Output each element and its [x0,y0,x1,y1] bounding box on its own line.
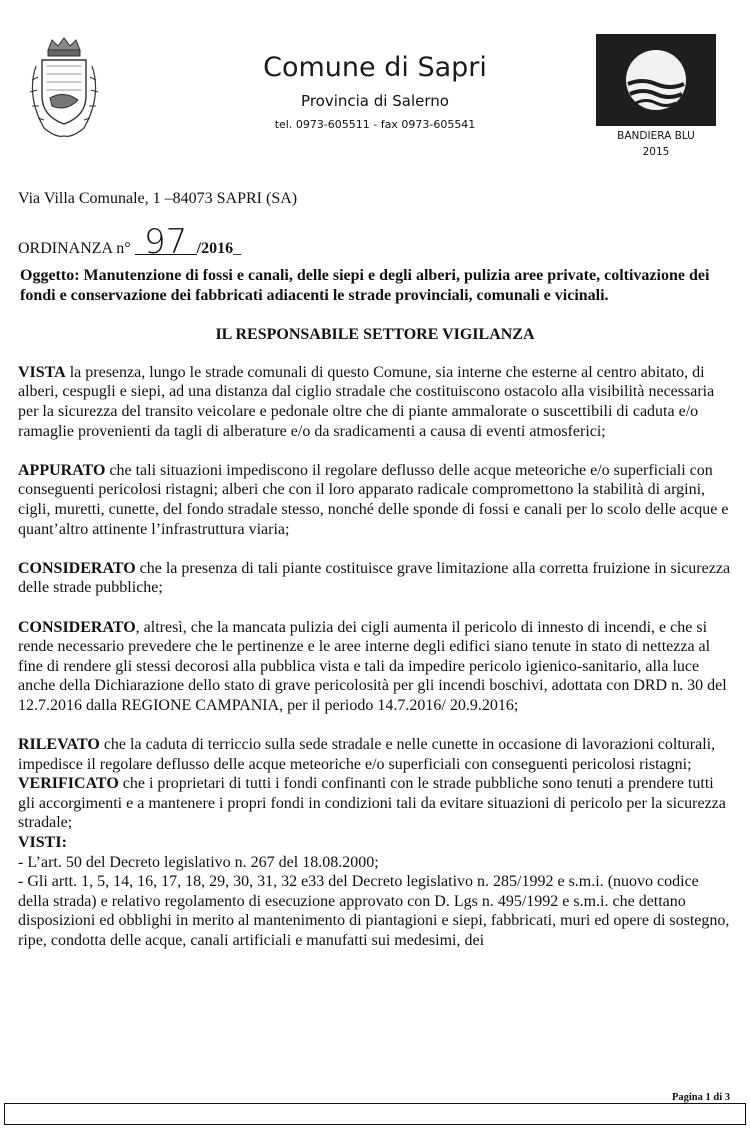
paragraph-appurato [18,461,732,539]
paragraph-considerato-2 [18,618,732,716]
paragraph-text: , altresì, che la mancata pulizia dei cigli aumenta il pericolo di innesto di incendi, e che si rende necessario prevedere che le pertinenze e le aree interne degli edifici siano tenute in stato di nettezza al fine di rendere gli stessi decorosi alla pubblica vista e tali da impedire pericolo igienico-sanitario, alla luce anche della Dichiarazione dello stato di grave pericolosità per gli incendi boschivi, adottata con DRD n. 30 del 12.7.2016 dalla REGIONE CAMPANIA, per il periodo 14.7.2016/ 20.9.2016; [18,618,727,714]
paragraph-rilevato [18,735,732,774]
visti-section [18,833,732,951]
subject-paragraph: Oggetto: Manutenzione di fossi e canali, delle siepi e degli alberi, pulizia aree private, coltivazione dei fondi e conservazione dei fabbricati adiacenti le strade provinciali, comunali e vicinali. [20,267,710,304]
visti-item: - Gli artt. 1, 5, 14, 16, 17, 18, 29, 30, 31, 32 e33 del Decreto legislativo n. 285/1992 e s.m.i. (nuovo codice della strada) e relativo regolamento di esecuzione approvato con D. Lgs n. 495/1992 e s.m.i. che dettano disposizioni ed obblighi in merito al mantenimento di piantagioni e siepi, fabbricati, muri ed opere di sostegno, ripe, condotta delle acque, canali artificiali e manufatti sui medesimi, dei [18,873,730,949]
blue-flag-label: BANDIERA BLU [617,130,695,142]
ordinance-number: 97 [135,230,197,255]
blue-flag-year: 2015 [642,146,670,158]
visti-heading: VISTI: [18,834,67,852]
paragraph-keyword: VISTA [18,363,66,381]
paragraph-verificato [18,774,732,833]
paragraph-vista [18,363,732,441]
visti-item: - L’art. 50 del Decreto legislativo n. 267 del 18.08.2000; [18,853,379,871]
ordinance-prefix: ORDINANZA n° [18,240,131,257]
blue-flag-logo-icon [596,34,716,126]
paragraph-text: che la caduta di terriccio sulla sede stradale e nelle cunette in occasione di lavorazioni colturali, impedisce il regolare deflusso delle acque meteoriche e/o superficiali con conseguenti pericolosi ristagni; [18,736,716,773]
province-label: Provincia di Salerno [301,92,449,110]
paragraph-text: la presenza, lungo le strade comunali di questo Comune, sia interne che esterne al centro abitato, di alberi, cespugli e siepi, ad una distanza dal ciglio stradale che costituiscono ostacolo alla visibilità necessaria per la sicurezza del transito veicolare e pedonale oltre che di piante ammalorate o suscettibili di caduta e/o ramaglie provenienti da tagli di alberature e/o da sradicamenti a causa di eventi atmosferici; [18,363,715,440]
paragraph-keyword: RILEVATO [18,736,100,754]
paragraph-considerato-1 [18,559,732,598]
municipal-crest-icon [22,36,106,144]
paragraph-keyword: VERIFICATO [18,775,119,793]
section-heading: IL RESPONSABILE SETTORE VIGILANZA [215,326,535,344]
paragraph-text: che i proprietari di tutti i fondi confinanti con le strade pubbliche sono tenuti a prendere tutti gli accorgimenti e a mantenere i propri fondi in condizioni tali da evitare situazioni di pericolo per la sicurezza stradale; [18,775,726,832]
paragraph-text: che tali situazioni impediscono il regolare deflusso delle acque meteoriche e/o superficiali con conseguenti pericolosi ristagni; alberi che con il loro apparato radicale compromettono la stabilità di argini, cigli, muretti, cunette, del fondo stradale stesso, nonché delle sponde di fossi e canali per lo scolo delle acque e quant’altro attinente l’infrastruttura viaria; [18,461,729,538]
ordinance-line [18,222,242,262]
page-title: Comune di Sapri [263,52,487,83]
paragraph-keyword: CONSIDERATO [18,618,136,636]
page-number: Pagina 1 di 3 [671,1092,730,1103]
document-body [18,266,732,951]
ordinance-suffix: _ [233,240,242,257]
blue-flag-caption [592,128,720,160]
ordinance-year: /2016 [196,240,234,257]
footer-frame [4,1103,746,1125]
address-line: Via Villa Comunale, 1 –84073 SAPRI (SA) [18,190,298,207]
paragraph-text: che la presenza di tali piante costituisce grave limitazione alla corretta fruizione in sicurezza delle strade pubbliche; [18,559,731,597]
paragraph-keyword: CONSIDERATO [18,559,136,577]
paragraph-keyword: APPURATO [18,461,106,479]
contacts-label: tel. 0973-605511 - fax 0973-605541 [274,118,476,131]
